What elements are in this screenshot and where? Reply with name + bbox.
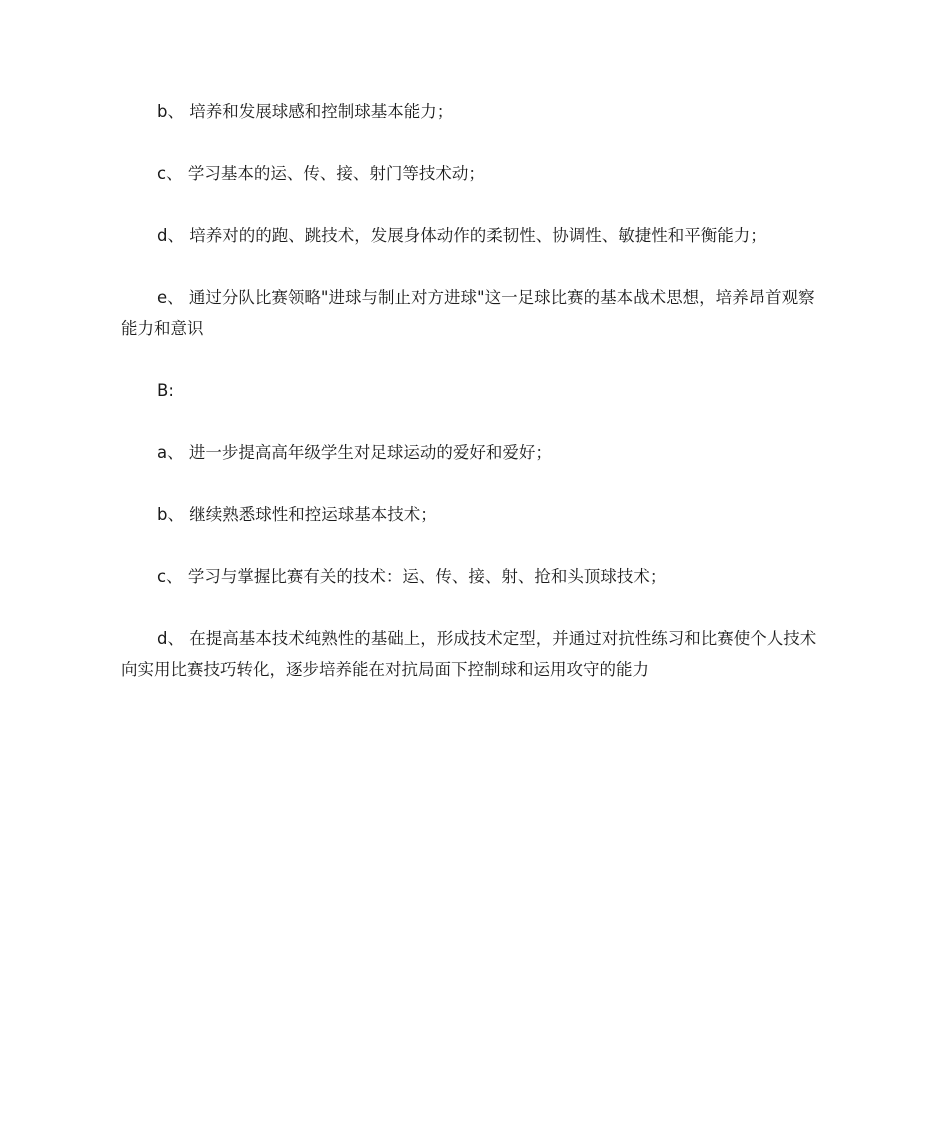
paragraph-d-running-jumping: d、 培养对的的跑、跳技术，发展身体动作的柔韧性、协调性、敏捷性和平衡能力； [157, 226, 767, 245]
paragraph-d-technique-refinement: d、 在提高基本技术纯熟性的基础上，形成技术定型，并通过对抗性练习和比赛使个人技术向实用比赛技巧转化，逐步培养能在对抗局面下控制球和运用攻守的能力 [121, 629, 817, 679]
section-heading-b: B: [157, 381, 174, 400]
paragraph-b-ball-control: b、 培养和发展球感和控制球基本能力； [157, 102, 454, 121]
paragraph-c-basic-skills: c、 学习基本的运、传、接、射门等技术动； [157, 164, 485, 183]
paragraph-a-interest: a、 进一步提高高年级学生对足球运动的爱好和爱好； [157, 443, 552, 462]
document-body [121, 96, 831, 716]
paragraph-c-match-skills: c、 学习与掌握比赛有关的技术：运、传、接、射、抢和头顶球技术； [157, 567, 667, 586]
paragraph-b-dribbling: b、 继续熟悉球性和控运球基本技术； [157, 505, 437, 524]
paragraph-e-team-match: e、 通过分队比赛领略"进球与制止对方进球"这一足球比赛的基本战术思想，培养昂首观察能力和意识 [121, 288, 815, 338]
